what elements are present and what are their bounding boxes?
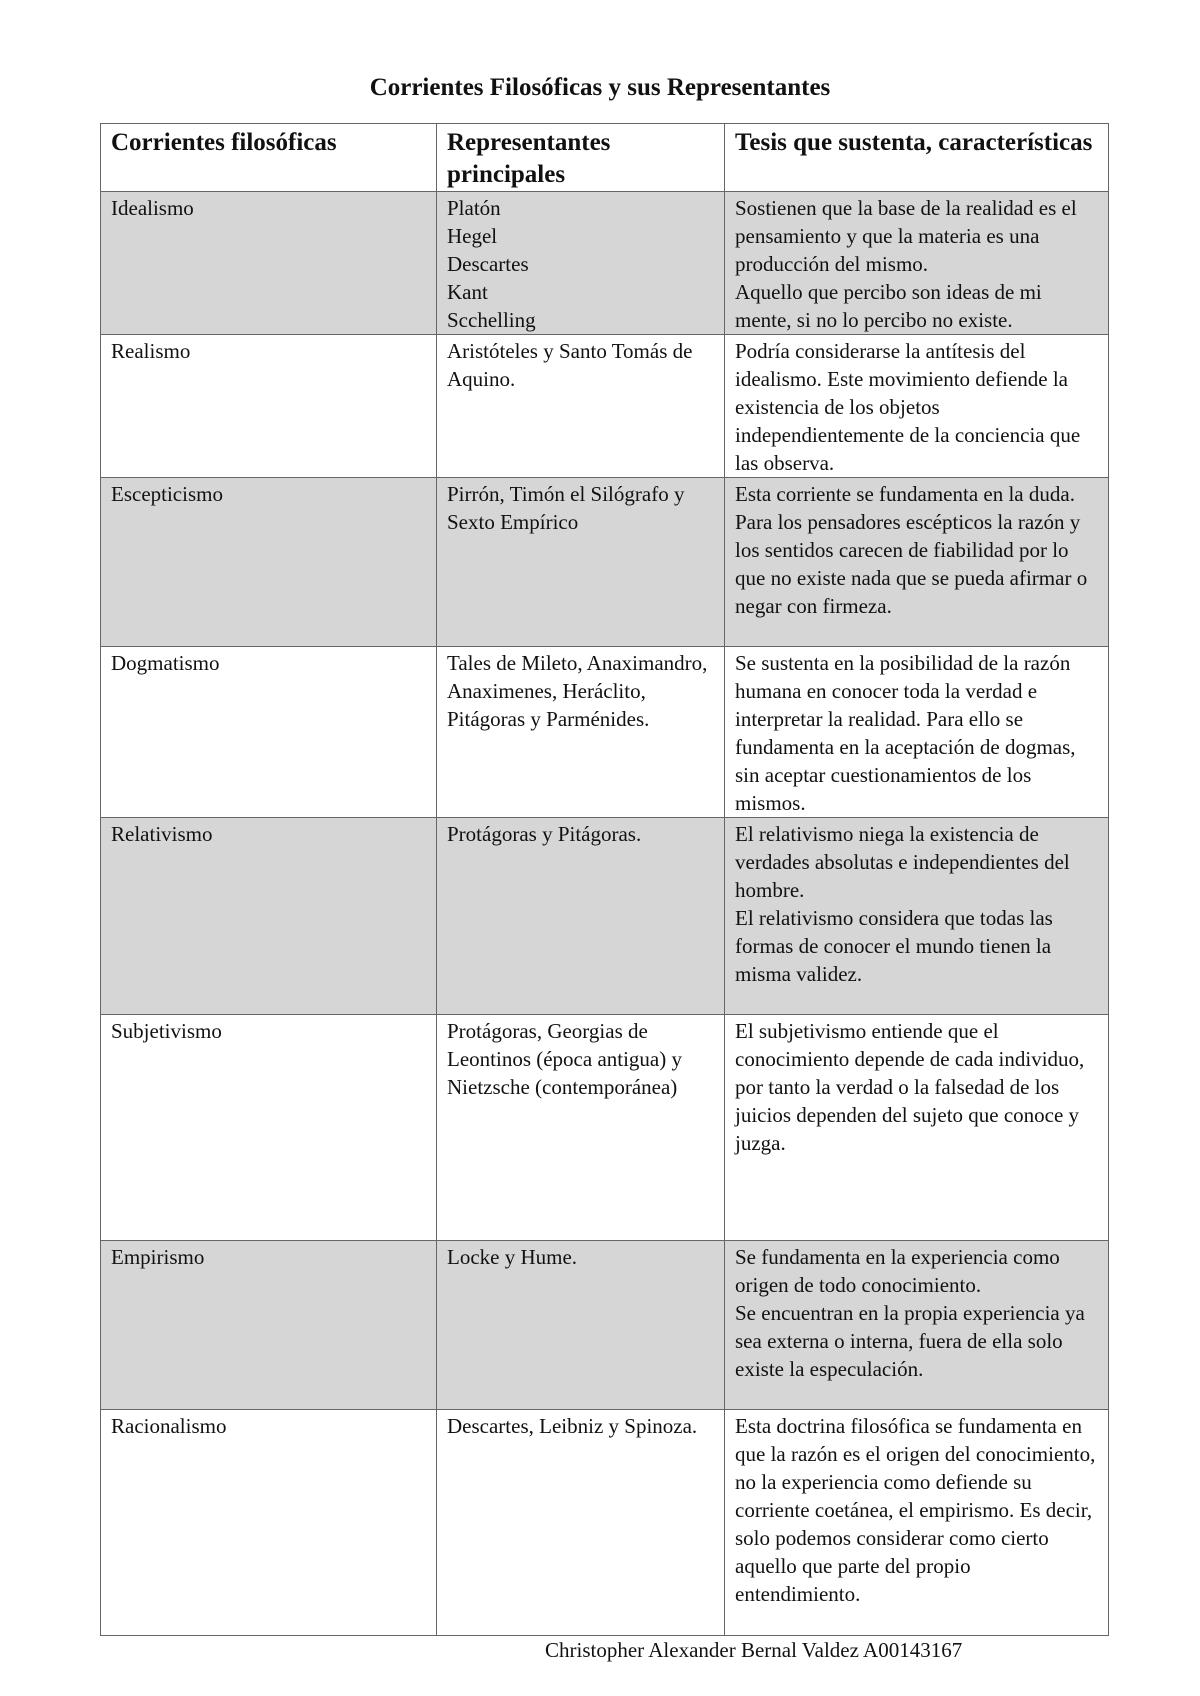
document-title: Corrientes Filosóficas y sus Representantes [369,74,831,101]
tesis-cell [725,818,1109,1015]
representantes-cell [437,192,725,335]
tesis-paragraph: Sostienen que la base de la realidad es el pensamiento y que la materia es una producción del mismo. [735,196,1077,276]
representantes-cell: Protágoras, Georgias de Leontinos (época antigua) y Nietzsche (contemporánea) [437,1015,725,1241]
representantes-cell: Aristóteles y Santo Tomás de Aquino. [437,335,725,478]
corriente-cell: Escepticismo [101,478,437,647]
corriente-cell: Idealismo [101,192,437,335]
table-row [101,818,1109,1015]
representantes-cell: Locke y Hume. [437,1241,725,1410]
representantes-cell: Protágoras y Pitágoras. [437,818,725,1015]
table-row [101,1241,1109,1410]
representante-item: Scchelling [447,308,536,332]
tesis-paragraph: El relativismo niega la existencia de verdades absolutas e independientes del hombre. [735,822,1070,902]
author-footer: Christopher Alexander Bernal Valdez A00143167 [545,1638,963,1662]
table-row [101,335,1109,478]
table-row [101,192,1109,335]
header-representantes: Representantes principales [437,124,725,192]
representante-item: Descartes [447,252,529,276]
table-row [101,647,1109,818]
representante-item: Kant [447,280,488,304]
tesis-cell: Esta corriente se fundamenta en la duda. Para los pensadores escépticos la razón y los sentidos carecen de fiabilidad por lo que no existe nada que se pueda afirmar o negar con firmeza. [725,478,1109,647]
header-corrientes: Corrientes filosóficas [101,124,437,192]
tesis-cell: Esta doctrina filosófica se fundamenta en que la razón es el origen del conocimiento, no la experiencia como defiende su corriente coetánea, el empirismo. Es decir, solo podemos considerar como cierto aquello que parte del propio entendimiento. [725,1410,1109,1636]
representante-item: Platón [447,196,501,220]
tesis-cell: El subjetivismo entiende que el conocimiento depende de cada individuo, por tanto la verdad o la falsedad de los juicios dependen del sujeto que conoce y juzga. [725,1015,1109,1241]
corriente-cell: Dogmatismo [101,647,437,818]
tesis-paragraph: Se fundamenta en la experiencia como origen de todo conocimiento. [735,1245,1060,1297]
table-row [101,1015,1109,1241]
tesis-cell: Podría considerarse la antítesis del idealismo. Este movimiento defiende la existencia de los objetos independientemente de la conciencia que las observa. [725,335,1109,478]
tesis-cell [725,192,1109,335]
corriente-cell: Relativismo [101,818,437,1015]
tesis-paragraph: Se encuentran en la propia experiencia ya sea externa o interna, fuera de ella solo existe la especulación. [735,1301,1085,1381]
tesis-cell [725,1241,1109,1410]
corriente-cell: Realismo [101,335,437,478]
table-header-row [101,124,1109,192]
philosophy-table [100,123,1109,1636]
header-tesis: Tesis que sustenta, características [725,124,1109,192]
representantes-cell: Tales de Mileto, Anaximandro, Anaximenes, Heráclito, Pitágoras y Parménides. [437,647,725,818]
corriente-cell: Empirismo [101,1241,437,1410]
representantes-cell: Descartes, Leibniz y Spinoza. [437,1410,725,1636]
table-row [101,478,1109,647]
tesis-cell: Se sustenta en la posibilidad de la razón humana en conocer toda la verdad e interpretar la realidad. Para ello se fundamenta en la aceptación de dogmas, sin aceptar cuestionamientos de los mismos. [725,647,1109,818]
table-row [101,1410,1109,1636]
tesis-paragraph: Aquello que percibo son ideas de mi mente, si no lo percibo no existe. [735,280,1042,332]
corriente-cell: Racionalismo [101,1410,437,1636]
representante-item: Hegel [447,224,498,248]
representantes-cell: Pirrón, Timón el Silógrafo y Sexto Empírico [437,478,725,647]
tesis-paragraph: El relativismo considera que todas las formas de conocer el mundo tienen la misma validez. [735,906,1053,986]
corriente-cell: Subjetivismo [101,1015,437,1241]
